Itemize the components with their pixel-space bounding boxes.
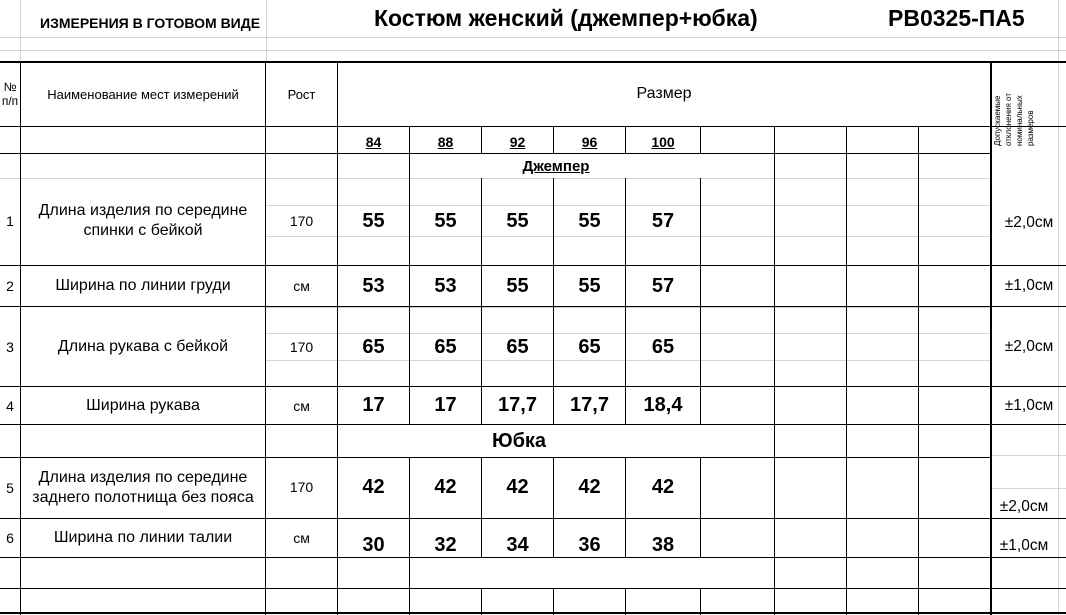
value-96: 42 bbox=[578, 475, 601, 498]
measurement-name: Ширина по линии груди bbox=[55, 277, 231, 294]
value-88: 42 bbox=[434, 475, 457, 498]
measurement-name: Ширина по линии талии bbox=[53, 529, 233, 546]
measurement-name: Длина изделия по середине спинки с бейкой bbox=[38, 202, 248, 239]
section-jumper: Джемпер bbox=[522, 157, 590, 175]
value-100: 42 bbox=[651, 475, 675, 498]
value-84: 17 bbox=[362, 394, 385, 416]
value-92: 55 bbox=[506, 274, 529, 297]
row-number: 4 bbox=[6, 397, 14, 414]
value-92: 34 bbox=[506, 533, 529, 556]
value-84: 55 bbox=[362, 209, 385, 232]
value-92: 65 bbox=[506, 335, 529, 358]
size-label-88: 88 bbox=[437, 134, 454, 150]
rost-value: 170 bbox=[289, 213, 314, 229]
value-96: 36 bbox=[578, 533, 601, 556]
row-number: 3 bbox=[6, 339, 14, 355]
measurement-name: Ширина рукава bbox=[86, 396, 200, 414]
value-88: 55 bbox=[434, 209, 457, 232]
header-left-label: ИЗМЕРЕНИЯ В ГОТОВОМ ВИДЕ bbox=[40, 15, 261, 31]
col-num-header: № п/п bbox=[1, 80, 19, 108]
size-label-92: 92 bbox=[509, 134, 526, 150]
value-100: 57 bbox=[651, 209, 675, 232]
size-label-100: 100 bbox=[651, 134, 675, 150]
tolerance-value: ±2,0см bbox=[1004, 338, 1054, 355]
size-label-84: 84 bbox=[365, 134, 382, 150]
article-code: РВ0325-ПА5 bbox=[888, 5, 1025, 31]
value-84: 53 bbox=[362, 274, 385, 297]
rost-value: 170 bbox=[289, 479, 314, 495]
rost-value: 170 bbox=[289, 339, 314, 355]
col-razmer-header: Размер bbox=[636, 85, 692, 102]
row-number: 1 bbox=[6, 213, 14, 229]
value-96: 55 bbox=[578, 274, 601, 297]
value-100: 65 bbox=[651, 335, 675, 358]
rost-value: см bbox=[293, 397, 310, 414]
size-label-96: 96 bbox=[581, 134, 598, 150]
tolerance-value: ±1,0см bbox=[999, 537, 1049, 554]
measurement-name: Длина изделия по середине заднего полотнища без пояса bbox=[32, 469, 254, 506]
value-92: 17,7 bbox=[498, 394, 537, 416]
section-skirt: Юбка bbox=[491, 429, 547, 452]
col-tolerance-header: Допускаемые отклонения от номинальных размеров bbox=[993, 93, 1035, 146]
value-96: 55 bbox=[578, 209, 601, 232]
value-84: 65 bbox=[362, 335, 385, 358]
tolerance-value: ±1,0см bbox=[1004, 396, 1054, 414]
rost-value: см bbox=[293, 530, 310, 546]
measurement-name: Длина рукава с бейкой bbox=[57, 338, 229, 355]
tolerance-value: ±1,0см bbox=[1004, 277, 1054, 294]
col-name-header: Наименование мест измерений bbox=[47, 86, 239, 102]
value-92: 55 bbox=[506, 209, 529, 232]
value-88: 53 bbox=[434, 274, 457, 297]
row-number: 2 bbox=[6, 278, 14, 294]
value-96: 17,7 bbox=[570, 394, 609, 416]
tolerance-value: ±2,0см bbox=[999, 498, 1049, 515]
col-rost-header: Рост bbox=[287, 86, 316, 102]
value-100: 38 bbox=[651, 533, 675, 556]
value-84: 30 bbox=[362, 533, 385, 556]
row-number: 6 bbox=[6, 530, 14, 546]
document-title: Костюм женский (джемпер+юбка) bbox=[374, 5, 758, 31]
value-88: 32 bbox=[434, 533, 457, 556]
value-84: 42 bbox=[362, 475, 385, 498]
tolerance-value: ±2,0см bbox=[1004, 214, 1054, 231]
row-number: 5 bbox=[6, 480, 14, 496]
value-100: 57 bbox=[651, 274, 675, 297]
value-92: 42 bbox=[506, 475, 529, 498]
value-100: 18,4 bbox=[643, 394, 683, 416]
rost-value: см bbox=[293, 278, 310, 294]
value-88: 65 bbox=[434, 335, 457, 358]
value-96: 65 bbox=[578, 335, 601, 358]
value-88: 17 bbox=[434, 394, 457, 416]
